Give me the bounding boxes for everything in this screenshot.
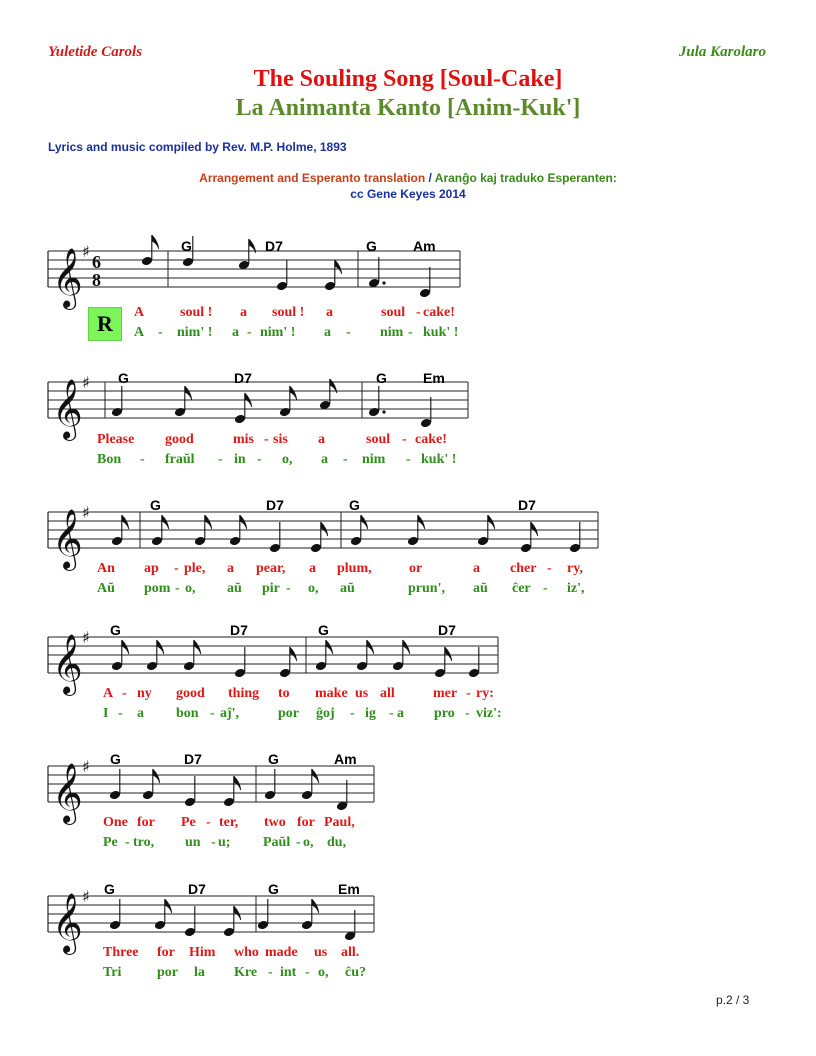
note-flag xyxy=(488,515,495,529)
lyric-esperanto: ig xyxy=(365,706,376,721)
lyric-esperanto: Aŭ xyxy=(97,581,115,596)
key-signature-sharp-icon: ♯ xyxy=(82,242,90,261)
lyric-esperanto: por xyxy=(278,706,299,721)
chord-symbol: G xyxy=(110,622,121,638)
chord-symbol: D7 xyxy=(266,497,284,513)
lyric-esperanto: - xyxy=(286,581,291,596)
lyric-esperanto: - xyxy=(350,706,355,721)
lyric-english: who xyxy=(234,945,259,960)
chord-symbol: D7 xyxy=(230,622,248,638)
lyric-english: - xyxy=(547,561,552,576)
treble-clef-icon: 𝄞 xyxy=(52,763,83,823)
lyric-english: cher xyxy=(510,561,537,576)
lyric-english: One xyxy=(103,815,128,830)
credit-separator: / xyxy=(425,171,435,185)
lyric-english: a xyxy=(326,305,333,320)
lyric-english: ny xyxy=(137,686,152,701)
note-flag xyxy=(445,647,452,661)
chord-symbol: G xyxy=(349,497,360,513)
lyric-english: two xyxy=(264,815,286,830)
chord-symbol: Em xyxy=(423,370,445,386)
lyric-english: us xyxy=(314,945,328,960)
key-signature-sharp-icon: ♯ xyxy=(82,373,90,392)
lyric-esperanto: - xyxy=(247,325,252,340)
lyric-esperanto: - xyxy=(465,706,470,721)
note-flag xyxy=(162,515,169,529)
time-signature-top: 6 xyxy=(92,252,101,272)
note-flag xyxy=(152,235,159,249)
lyric-esperanto: - xyxy=(118,706,123,721)
lyric-english: thing xyxy=(228,686,260,701)
lyric-esperanto: aĵ', xyxy=(220,706,240,721)
lyric-english: Three xyxy=(103,945,139,960)
note-flag xyxy=(326,640,333,654)
treble-clef-icon: 𝄞 xyxy=(52,379,83,439)
lyric-esperanto: aŭ xyxy=(340,581,355,596)
lyric-esperanto: kuk' ! xyxy=(421,452,457,467)
lyric-esperanto: iz', xyxy=(567,581,585,596)
key-signature-sharp-icon: ♯ xyxy=(82,757,90,776)
note-flag xyxy=(240,515,247,529)
lyric-english: mer xyxy=(433,686,458,701)
lyric-english: Please xyxy=(97,432,135,447)
chord-symbol: G xyxy=(118,370,129,386)
chord-symbol: D7 xyxy=(265,238,283,254)
lyric-english: ple, xyxy=(184,561,206,576)
lyric-esperanto: ĝoj xyxy=(316,706,335,721)
note-flag xyxy=(418,515,425,529)
note-flag xyxy=(403,640,410,654)
time-signature-bottom: 8 xyxy=(92,270,101,290)
note-flag xyxy=(122,640,129,654)
lyric-esperanto: a xyxy=(397,706,404,721)
lyric-esperanto: du, xyxy=(327,835,347,850)
lyric-esperanto: - xyxy=(158,325,163,340)
lyric-english: a xyxy=(473,561,480,576)
lyric-esperanto: viz': xyxy=(476,706,502,721)
lyric-esperanto: pom xyxy=(144,581,171,596)
lyric-english: soul xyxy=(366,432,391,447)
chord-symbol: G xyxy=(268,751,279,767)
lyric-esperanto: tro, xyxy=(133,835,155,850)
chord-symbol: G xyxy=(181,238,192,254)
note-flag xyxy=(185,386,192,400)
lyric-esperanto: o, xyxy=(318,965,329,980)
lyric-esperanto: o, xyxy=(308,581,319,596)
lyric-english: - xyxy=(122,686,127,701)
lyric-esperanto: - xyxy=(543,581,548,596)
lyric-english: pear, xyxy=(256,561,286,576)
lyric-esperanto: nim' ! xyxy=(260,325,296,340)
note-flag xyxy=(205,515,212,529)
lyric-english: make xyxy=(315,686,348,701)
treble-clef-icon: 𝄞 xyxy=(52,893,83,953)
lyric-esperanto: fraŭl xyxy=(165,452,195,467)
lyric-english: mis xyxy=(233,432,254,447)
lyric-esperanto: - xyxy=(296,835,301,850)
lyric-esperanto: Paŭl xyxy=(263,835,291,850)
lyric-english: a xyxy=(318,432,325,447)
lyric-english: for xyxy=(157,945,175,960)
lyric-english: - xyxy=(174,561,179,576)
lyric-esperanto: ĉer xyxy=(512,581,531,596)
lyric-english: - xyxy=(402,432,407,447)
lyric-english: - xyxy=(264,432,269,447)
chord-symbol: G xyxy=(376,370,387,386)
lyric-english: Paul, xyxy=(324,815,355,830)
lyric-english: ry: xyxy=(476,686,494,701)
note-flag xyxy=(290,386,297,400)
lyric-esperanto: - xyxy=(305,965,310,980)
lyric-english: ap xyxy=(144,561,159,576)
lyric-esperanto: Bon xyxy=(97,452,122,467)
lyric-esperanto: - xyxy=(408,325,413,340)
lyric-english: soul ! xyxy=(180,305,213,320)
lyric-english: or xyxy=(409,561,423,576)
chord-symbol: G xyxy=(110,751,121,767)
lyric-esperanto: o, xyxy=(303,835,314,850)
lyric-english: to xyxy=(278,686,290,701)
lyric-esperanto: int xyxy=(280,965,297,980)
lyric-english: for xyxy=(137,815,155,830)
lyric-english: a xyxy=(227,561,234,576)
chord-symbol: G xyxy=(318,622,329,638)
lyric-english: good xyxy=(165,432,194,447)
lyric-english: all. xyxy=(341,945,360,960)
lyric-esperanto: por xyxy=(157,965,178,980)
collection-title-esperanto: Jula Karolaro xyxy=(678,44,766,60)
treble-clef-icon: 𝄞 xyxy=(52,634,83,694)
lyric-esperanto: I xyxy=(103,706,109,721)
note-flag xyxy=(367,640,374,654)
lyric-english: plum, xyxy=(337,561,372,576)
lyric-esperanto: Tri xyxy=(103,965,122,980)
lyric-esperanto: prun', xyxy=(408,581,445,596)
key-signature-sharp-icon: ♯ xyxy=(82,628,90,647)
lyric-english: soul ! xyxy=(272,305,305,320)
collection-title-english: Yuletide Carols xyxy=(48,44,143,60)
lyric-esperanto: Kre xyxy=(234,965,258,980)
song-title-english: The Souling Song [Soul-Cake] xyxy=(253,66,563,92)
chord-symbol: Am xyxy=(334,751,357,767)
chord-symbol: Em xyxy=(338,881,360,897)
lyric-english: Him xyxy=(189,945,216,960)
lyric-esperanto: a xyxy=(137,706,144,721)
lyric-english: cake! xyxy=(415,432,447,447)
lyric-esperanto: aŭ xyxy=(473,581,488,596)
note-dot xyxy=(382,281,385,284)
note-flag xyxy=(290,647,297,661)
lyric-english: soul xyxy=(381,305,406,320)
song-title-esperanto: La Animanta Kanto [Anim-Kuk'] xyxy=(235,95,581,121)
lyric-english: all xyxy=(380,686,395,701)
lyric-esperanto: - xyxy=(175,581,180,596)
lyric-english: cake! xyxy=(423,305,455,320)
lyric-esperanto: - xyxy=(125,835,130,850)
lyric-english: sis xyxy=(273,432,288,447)
copyright-credit: cc Gene Keyes 2014 xyxy=(350,187,466,201)
lyric-esperanto: kuk' ! xyxy=(423,325,459,340)
treble-clef-icon: 𝄞 xyxy=(52,248,83,308)
lyric-english: good xyxy=(176,686,205,701)
lyric-english: - xyxy=(206,815,211,830)
lyric-esperanto: aŭ xyxy=(227,581,242,596)
chord-symbol: D7 xyxy=(438,622,456,638)
note-flag xyxy=(194,640,201,654)
chord-symbol: D7 xyxy=(188,881,206,897)
lyrics-credit: Lyrics and music compiled by Rev. M.P. Holme, 1893 xyxy=(48,140,347,154)
lyric-esperanto: nim xyxy=(362,452,386,467)
lyric-esperanto: Pe xyxy=(103,835,118,850)
note-flag xyxy=(157,640,164,654)
chord-symbol: G xyxy=(268,881,279,897)
lyric-esperanto: - xyxy=(211,835,216,850)
lyric-esperanto: nim' ! xyxy=(177,325,213,340)
chord-symbol: G xyxy=(104,881,115,897)
page-number: p.2 / 3 xyxy=(716,993,750,1007)
lyric-english: for xyxy=(297,815,315,830)
lyric-esperanto: a xyxy=(321,452,328,467)
note-flag xyxy=(234,906,241,920)
lyric-esperanto: ĉu? xyxy=(345,965,366,980)
key-signature-sharp-icon: ♯ xyxy=(82,503,90,522)
lyric-english: a xyxy=(309,561,316,576)
lyric-esperanto: - xyxy=(210,706,215,721)
lyric-esperanto: o, xyxy=(282,452,293,467)
lyric-english: A xyxy=(134,305,145,320)
chord-symbol: G xyxy=(366,238,377,254)
lyric-english: Pe xyxy=(181,815,196,830)
lyric-english: made xyxy=(265,945,298,960)
lyric-english: us xyxy=(355,686,369,701)
note-flag xyxy=(312,769,319,783)
lyric-esperanto: in xyxy=(234,452,246,467)
arrangement-esperanto: Aranĝo kaj traduko Esperanten: xyxy=(434,171,617,185)
note-flag xyxy=(165,899,172,913)
lyric-esperanto: - xyxy=(389,706,394,721)
rehearsal-mark: R xyxy=(88,307,122,341)
note-flag xyxy=(122,515,129,529)
note-flag xyxy=(153,769,160,783)
chord-symbol: D7 xyxy=(234,370,252,386)
lyric-esperanto: un xyxy=(185,835,201,850)
lyric-esperanto: A xyxy=(134,325,145,340)
lyric-esperanto: a xyxy=(324,325,331,340)
note-flag xyxy=(321,522,328,536)
lyric-esperanto: o, xyxy=(185,581,196,596)
lyric-english: ry, xyxy=(567,561,583,576)
lyric-esperanto: nim xyxy=(380,325,404,340)
lyric-esperanto: - xyxy=(257,452,262,467)
note-dot xyxy=(382,410,385,413)
lyric-english: A xyxy=(103,686,114,701)
lyric-esperanto: a xyxy=(232,325,239,340)
note-flag xyxy=(234,776,241,790)
lyric-esperanto: - xyxy=(218,452,223,467)
lyric-esperanto: - xyxy=(268,965,273,980)
treble-clef-icon: 𝄞 xyxy=(52,509,83,569)
chord-symbol: G xyxy=(150,497,161,513)
chord-symbol: D7 xyxy=(184,751,202,767)
chord-symbol: D7 xyxy=(518,497,536,513)
lyric-esperanto: - xyxy=(343,452,348,467)
lyric-esperanto: - xyxy=(406,452,411,467)
lyric-esperanto: la xyxy=(194,965,205,980)
lyric-english: An xyxy=(97,561,115,576)
lyric-esperanto: pro xyxy=(434,706,455,721)
lyric-english: ter, xyxy=(219,815,239,830)
lyric-english: a xyxy=(240,305,247,320)
note-flag xyxy=(335,260,342,274)
lyric-esperanto: bon xyxy=(176,706,199,721)
lyric-esperanto: pir xyxy=(262,581,280,596)
note-flag xyxy=(531,522,538,536)
lyric-esperanto: - xyxy=(140,452,145,467)
note-flag xyxy=(361,515,368,529)
lyric-english: - xyxy=(466,686,471,701)
arrangement-english: Arrangement and Esperanto translation xyxy=(199,171,426,185)
chord-symbol: Am xyxy=(413,238,436,254)
lyric-esperanto: - xyxy=(346,325,351,340)
lyric-english: - xyxy=(416,305,421,320)
lyric-esperanto: u; xyxy=(218,835,231,850)
key-signature-sharp-icon: ♯ xyxy=(82,887,90,906)
note-flag xyxy=(312,899,319,913)
